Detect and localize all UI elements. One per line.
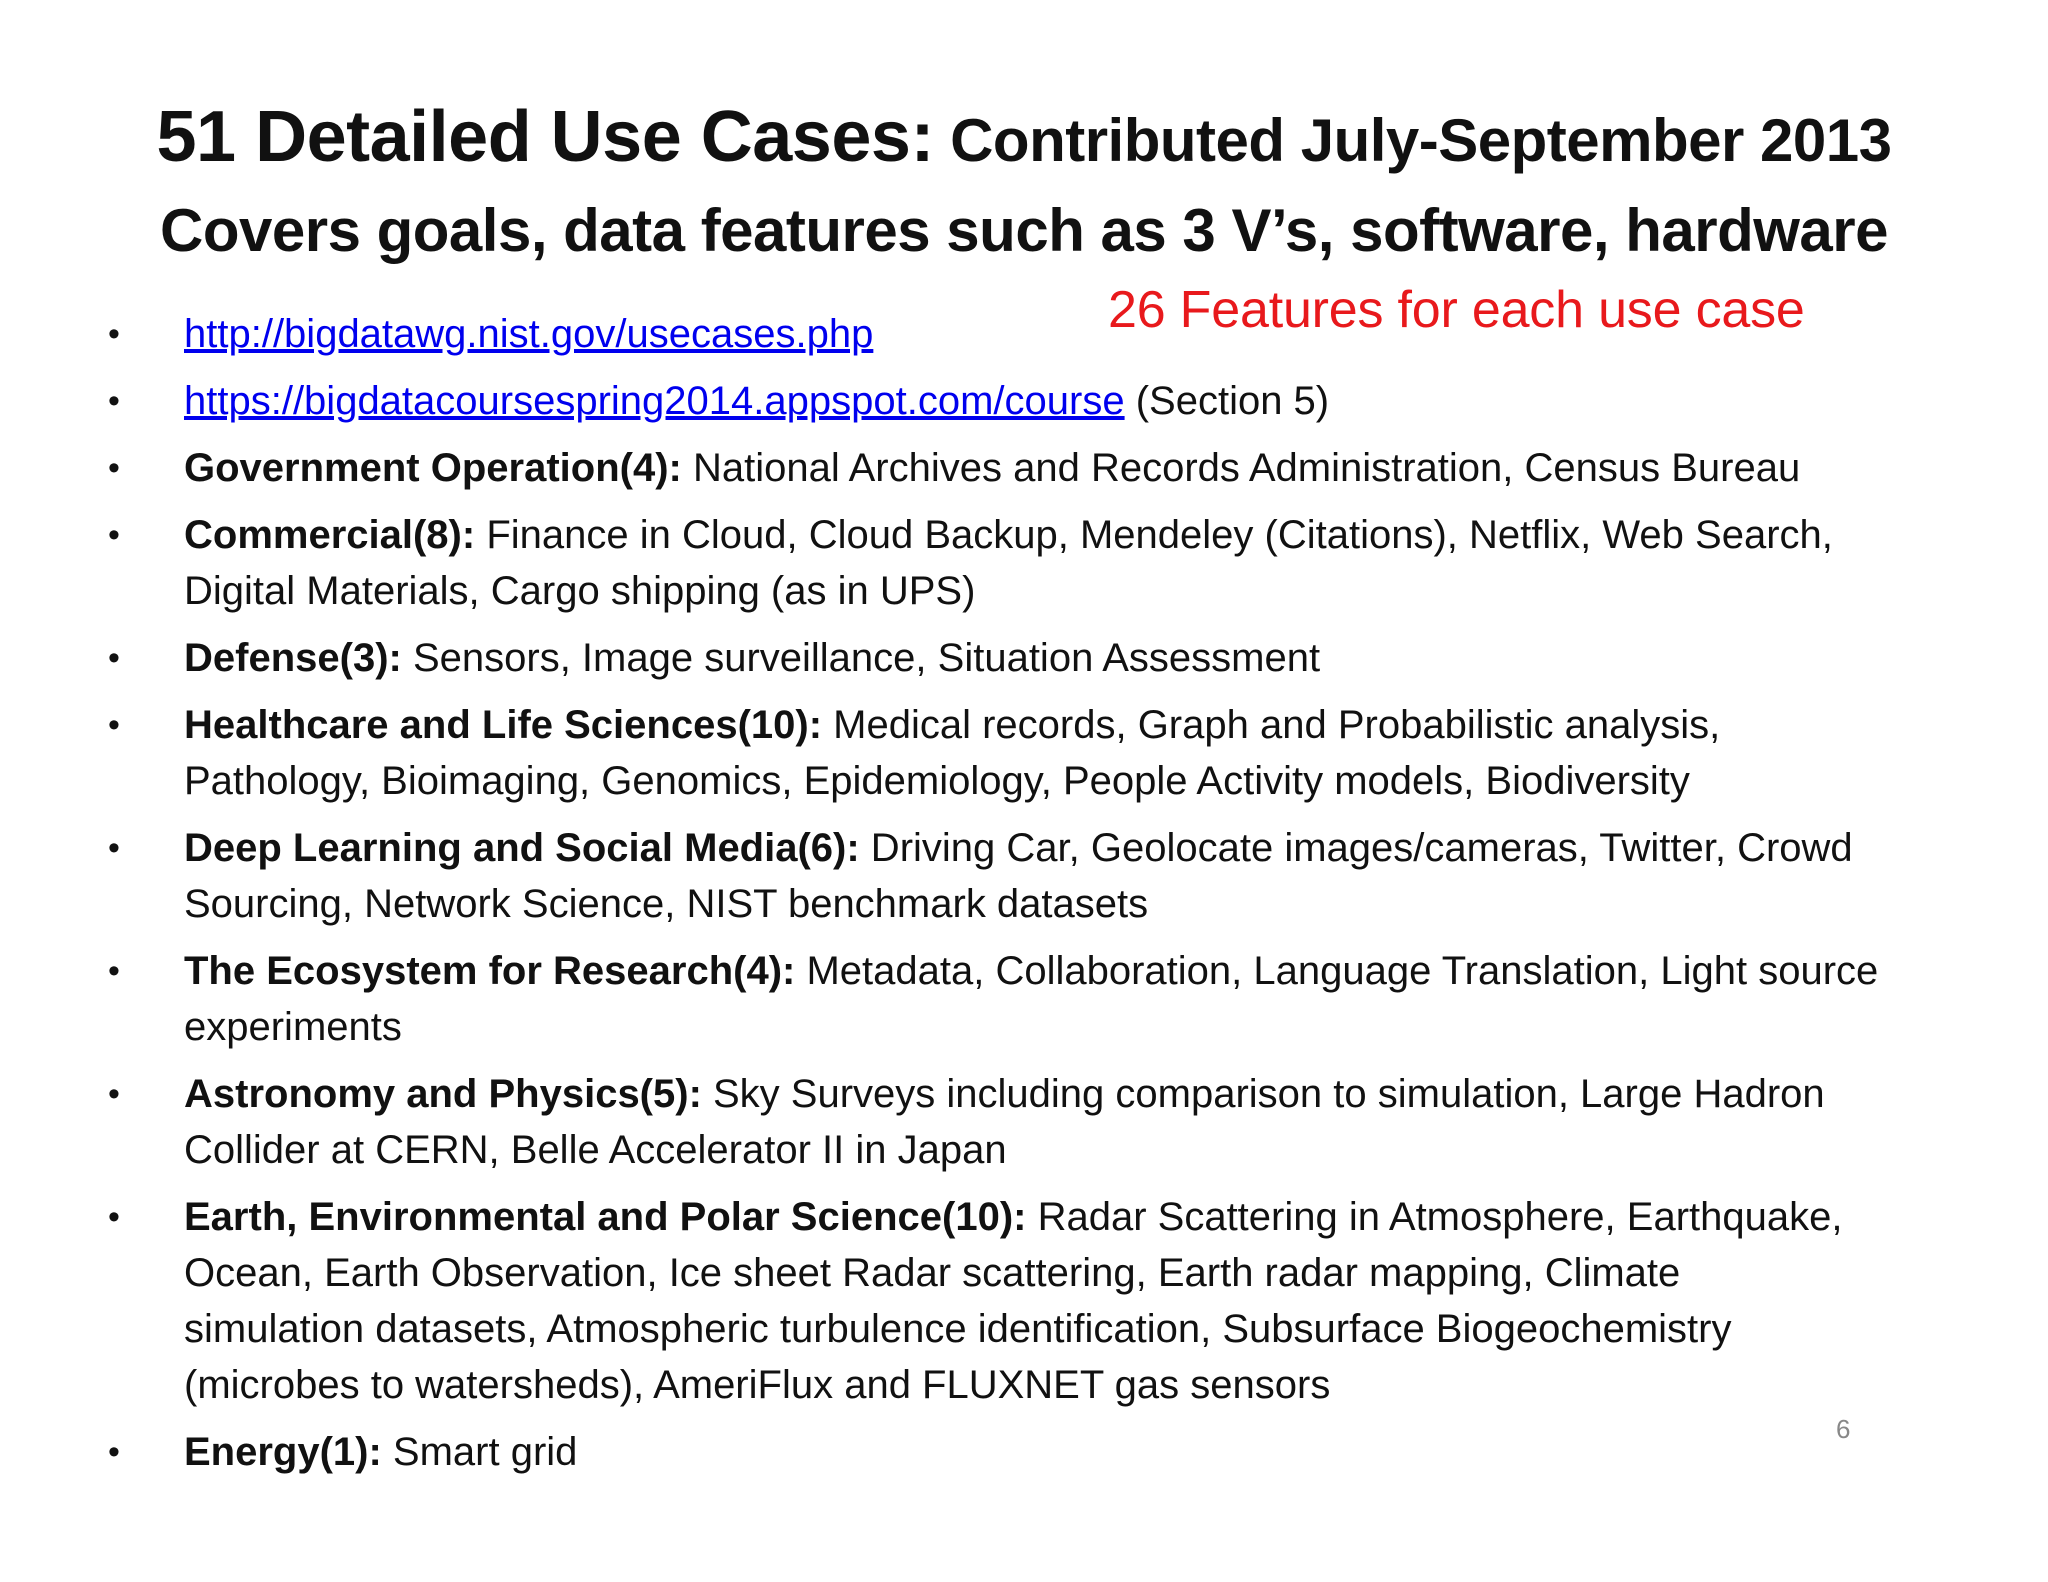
bullet-body [184, 507, 2014, 619]
category-items-cont: Pathology, Bioimaging, Genomics, Epidemiology, People Activity models, Biodiversity [184, 759, 1690, 803]
bullet-body [184, 1066, 2014, 1178]
category-items-cont: Ocean, Earth Observation, Ice sheet Radar scattering, Earth radar mapping, Climate [184, 1251, 1681, 1295]
bullet-marker: • [108, 829, 120, 867]
bullet-body [184, 630, 2014, 686]
bullet-marker: • [108, 516, 120, 554]
bullet-body [184, 820, 2014, 932]
category-items: Sky Surveys including comparison to simulation, Large Hadron [701, 1072, 1825, 1116]
category-label: Government Operation(4): [184, 446, 682, 490]
page-number: 6 [1836, 1414, 1851, 1444]
category-items-cont: Digital Materials, Cargo shipping (as in UPS) [184, 569, 976, 613]
bullet-marker: • [108, 639, 120, 677]
category-line [184, 507, 2014, 563]
bullet-body [184, 1189, 2014, 1413]
features-note: 26 Features for each use case [1108, 281, 1805, 339]
category-items-cont: simulation datasets, Atmospheric turbulence identification, Subsurface Biogeochemistry [184, 1307, 1732, 1351]
title-main: 51 Detailed Use Cases: [156, 97, 934, 177]
category-items: Metadata, Collaboration, Language Translation, Light source [795, 949, 1879, 993]
category-items: Sensors, Image surveillance, Situation Assessment [401, 636, 1321, 680]
bullet-body [184, 1424, 2014, 1480]
category-label: The Ecosystem for Research(4): [184, 949, 796, 993]
category-items: National Archives and Records Administration, Census Bureau [681, 446, 1801, 490]
category-items: Smart grid [381, 1430, 578, 1474]
category-label: Defense(3): [184, 636, 402, 680]
course-link[interactable]: https://bigdatacoursespring2014.appspot.com/course [184, 379, 1125, 423]
category-line [184, 943, 2014, 999]
category-line [184, 1189, 2014, 1245]
course-link-suffix: (Section 5) [1124, 379, 1330, 423]
category-label: Astronomy and Physics(5): [184, 1072, 702, 1116]
bullet-body [184, 306, 2014, 362]
title-sub: Contributed July-September 2013 [933, 107, 1892, 174]
bullet-marker: • [108, 1198, 120, 1236]
bullet-marker: • [108, 1075, 120, 1113]
category-items-cont: Collider at CERN, Belle Accelerator II in Japan [184, 1128, 1007, 1172]
category-items: Driving Car, Geolocate images/cameras, Twitter, Crowd [859, 826, 1853, 870]
bullet-marker: • [108, 315, 120, 353]
category-label: Energy(1): [184, 1430, 382, 1474]
bullet-body [184, 440, 2014, 496]
category-items: Finance in Cloud, Cloud Backup, Mendeley (Citations), Netflix, Web Search, [475, 513, 1833, 557]
category-items-cont: experiments [184, 1005, 402, 1049]
usecases-link[interactable]: http://bigdatawg.nist.gov/usecases.php [184, 312, 874, 356]
category-label: Commercial(8): [184, 513, 476, 557]
category-items: Medical records, Graph and Probabilistic analysis, [822, 703, 1721, 747]
category-label: Healthcare and Life Sciences(10): [184, 703, 823, 747]
category-items: Radar Scattering in Atmosphere, Earthquake, [1026, 1195, 1843, 1239]
bullet-body [184, 697, 2014, 809]
category-line [184, 1066, 2014, 1122]
category-items-cont: Sourcing, Network Science, NIST benchmark datasets [184, 882, 1149, 926]
bullet-body [184, 943, 2014, 1055]
slide-subtitle: Covers goals, data features such as 3 V’s, software, hardware [160, 197, 1888, 264]
bullet-marker: • [108, 1433, 120, 1471]
category-items-cont: (microbes to watersheds), AmeriFlux and FLUXNET gas sensors [184, 1363, 1331, 1407]
slide-title [0, 98, 2048, 177]
category-label: Deep Learning and Social Media(6): [184, 826, 860, 870]
category-line [184, 820, 2014, 876]
bullet-marker: • [108, 952, 120, 990]
bullet-marker: • [108, 449, 120, 487]
category-line [184, 697, 2014, 753]
bullet-marker: • [108, 382, 120, 420]
category-label: Earth, Environmental and Polar Science(10): [184, 1195, 1027, 1239]
bullet-marker: • [108, 706, 120, 744]
bullet-body [184, 373, 2014, 429]
